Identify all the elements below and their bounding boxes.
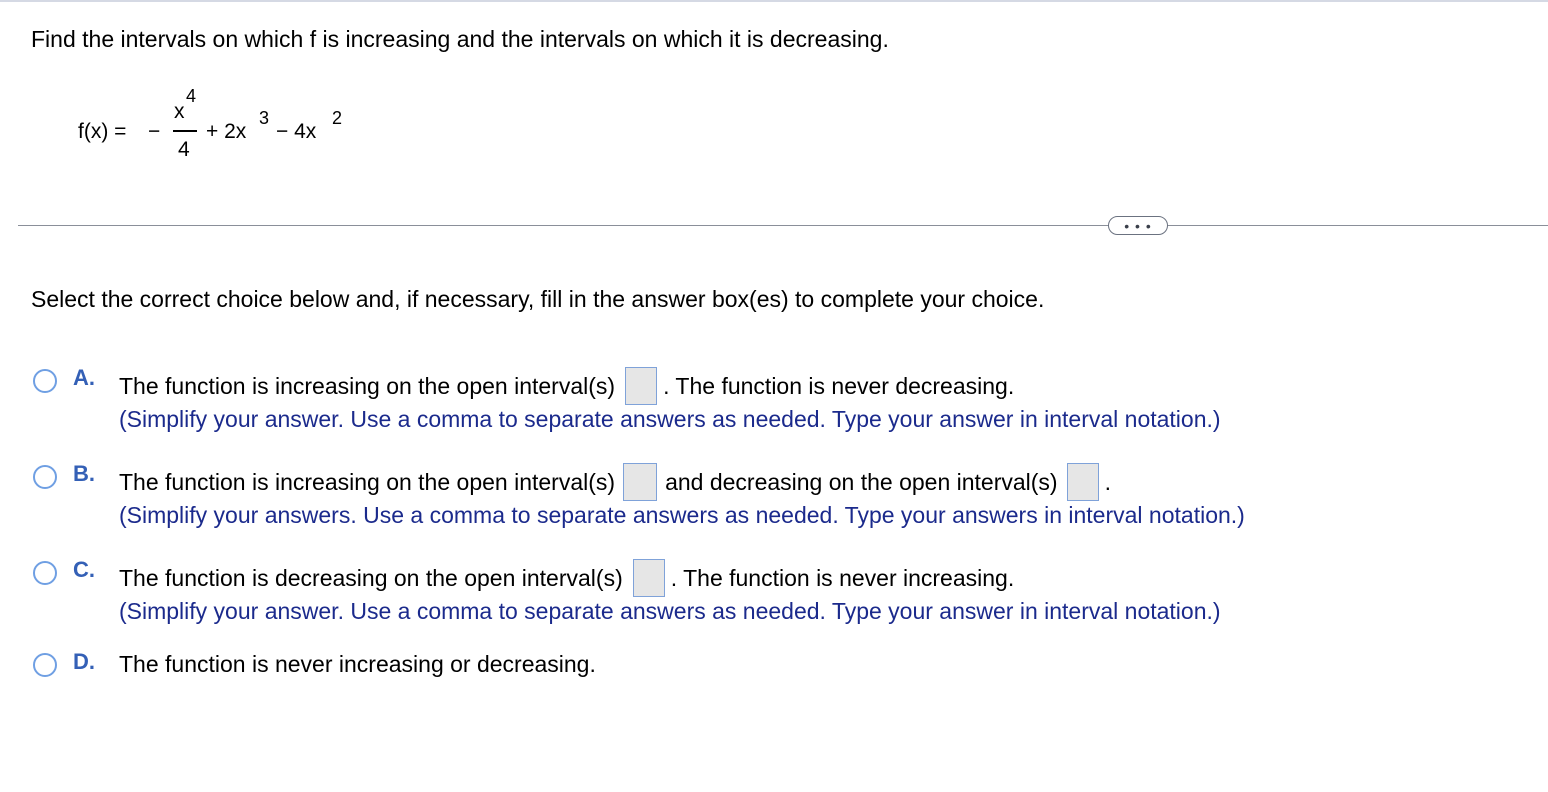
instruction-text: Select the correct choice below and, if necessary, fill in the answer box(es) to complete your choice. — [31, 286, 1045, 312]
choice-b-decreasing-answer-box[interactable] — [1067, 463, 1099, 501]
formula-numerator: x — [174, 100, 185, 123]
choice-d-text: The function is never increasing or decreasing. — [119, 651, 596, 677]
choice-c-radio[interactable] — [33, 561, 57, 585]
choice-a-hint: (Simplify your answer. Use a comma to separate answers as needed. Type your answer in interval notation.) — [119, 406, 1221, 432]
top-border — [0, 0, 1548, 2]
choice-b-increasing-answer-box[interactable] — [623, 463, 657, 501]
choice-b-statement — [119, 463, 1111, 501]
formula-numerator-exponent: 4 — [186, 86, 197, 106]
choice-b-text-before: The function is increasing on the open interval(s) — [119, 468, 616, 495]
choice-d-statement — [119, 651, 596, 678]
choice-c-text-before: The function is decreasing on the open interval(s) — [119, 564, 623, 591]
fraction-bar — [173, 130, 197, 132]
choice-d-letter: D. — [73, 649, 95, 674]
choice-a-text-after: . The function is never decreasing. — [663, 372, 1015, 399]
formula-lhs: f(x) = — [78, 120, 127, 143]
choice-c-statement — [119, 559, 1014, 597]
formula-minus: − — [148, 120, 161, 143]
formula-denominator: 4 — [178, 138, 190, 161]
question-text: Find the intervals on which f is increasing and the intervals on which it is decreasing. — [31, 26, 889, 52]
choice-b-text-middle: and decreasing on the open interval(s) — [665, 468, 1058, 495]
choice-a-radio[interactable] — [33, 369, 57, 393]
formula-term-2: + 2x — [206, 120, 247, 143]
choice-d-radio[interactable] — [33, 653, 57, 677]
choice-b-letter: B. — [73, 461, 95, 486]
formula-term-3: − 4x — [276, 120, 317, 143]
choice-c-decreasing-answer-box[interactable] — [633, 559, 665, 597]
choice-c-hint: (Simplify your answer. Use a comma to separate answers as needed. Type your answer in interval notation.) — [119, 598, 1221, 624]
section-divider — [18, 225, 1548, 226]
choice-b-hint: (Simplify your answers. Use a comma to separate answers as needed. Type your answers in interval notation.) — [119, 502, 1245, 528]
choice-c-text-after: . The function is never increasing. — [670, 564, 1015, 591]
formula-term-3-exponent: 2 — [332, 108, 343, 128]
choice-a-text-before: The function is increasing on the open interval(s) — [119, 372, 616, 399]
choice-a-increasing-answer-box[interactable] — [625, 367, 657, 405]
more-options-button[interactable]: • • • — [1108, 216, 1168, 235]
choice-a-letter: A. — [73, 365, 95, 390]
choice-b-radio[interactable] — [33, 465, 57, 489]
choice-a-statement — [119, 367, 1014, 405]
choice-b-text-after: . — [1104, 468, 1111, 495]
choice-c-letter: C. — [73, 557, 95, 582]
formula-term-2-exponent: 3 — [259, 108, 270, 128]
